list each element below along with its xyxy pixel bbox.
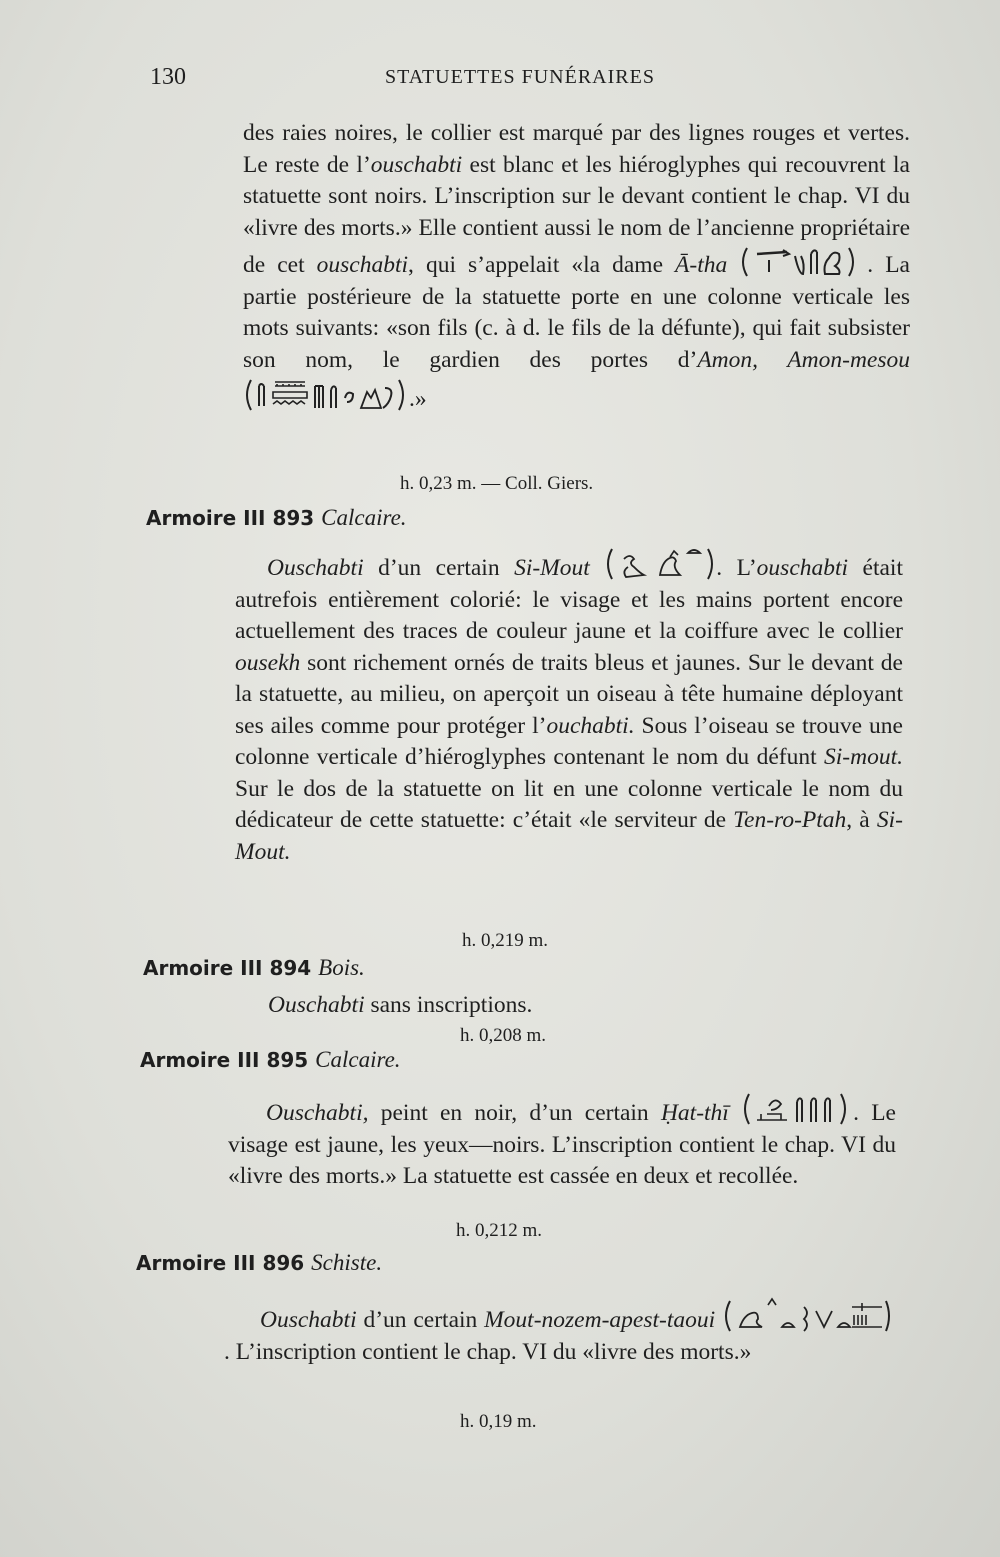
measurement-previous-entry: h. 0,23 m. — Coll. Giers. [400,473,594,494]
hieroglyph-cartouche-amon-mesou-icon [243,376,409,414]
measurement-896: h. 0,19 m. [460,1411,537,1432]
material-895: Calcaire. [315,1047,401,1072]
running-title: STATUETTES FUNÉRAIRES [385,66,655,88]
paragraph-893: Ouschabti d’un certain Si-Mout . L’ouschabti était autrefois entièrement colorié: le visage et les mains portent encore actuellement des traces de couleur jaune et la coiffure avec le collier ousekh sont richement ornés de traits bleus et jaunes. Sur le devant de la statuette, au milieu, on aperçoit un oiseau à tête humaine déployant ses ailes comme pour protéger l’ouchabti. Sous l’oiseau se trouve une colonne verticale d’hiéroglyphes contenant le nom du défunt Si-mout. Sur le dos de la statuette on lit en une colonne verticale le nom du dédicateur de cette statuette: c’était «le serviteur de Ten-ro-Ptah, à Si-Mout. [235,545,903,868]
material-893: Calcaire. [321,505,407,530]
paragraph-894: Ouschabti sans inscriptions. [268,992,533,1018]
measurement-893: h. 0,219 m. [462,930,549,951]
paragraph-previous-entry: des raies noires, le collier est marqué par des lignes rouges et vertes. Le reste de l’ouschabti est blanc et les hiéroglyphes qui recouvrent la statuette sont noirs. L’inscription sur le devant contient le chap. VI du «livre des morts.» Elle contient aussi le nom de l’ancienne propriétaire de cet ouschabti, qui s’appelait «la dame Ā-tha . La partie postérieure de la statuette porte en une colonne verticale les mots suivants: «son fils (c. à d. le fils de la défunte), qui fait subsister son nom, le gardien des portes d’Amon, Amon-mesou .» [243,120,910,412]
hieroglyph-cartouche-hat-thi-icon [741,1090,853,1128]
hieroglyph-cartouche-a-tha-icon [739,244,867,280]
entry-heading-895: Armoire III 895 Calcaire. [140,1047,401,1072]
material-896: Schiste. [311,1250,383,1275]
paragraph-895: Ouschabti, peint en noir, d’un certain Ḥat-thī . Le visage est jaune, les yeux—noirs. L’inscription contient le chap. VI du «livre des morts.» La statuette est cassée en deux et recollée. [228,1090,896,1193]
entry-heading-896: Armoire III 896 Schiste. [136,1250,383,1275]
hieroglyph-cartouche-mout-nozem-apest-taoui-icon [722,1297,892,1335]
hieroglyph-cartouche-si-mout-icon [604,545,716,583]
entry-heading-893: Armoire III 893 Calcaire. [146,505,407,530]
measurement-894: h. 0,208 m. [460,1025,547,1046]
measurement-895: h. 0,212 m. [456,1220,543,1241]
running-header [150,64,910,94]
page-number: 130 [150,64,186,90]
paragraph-896: Ouschabti d’un certain Mout-nozem-apest-taoui . L’inscription contient le chap. VI du «livre des morts.» [224,1297,892,1368]
entry-heading-894: Armoire III 894 Bois. [143,955,365,980]
material-894: Bois. [318,955,365,980]
